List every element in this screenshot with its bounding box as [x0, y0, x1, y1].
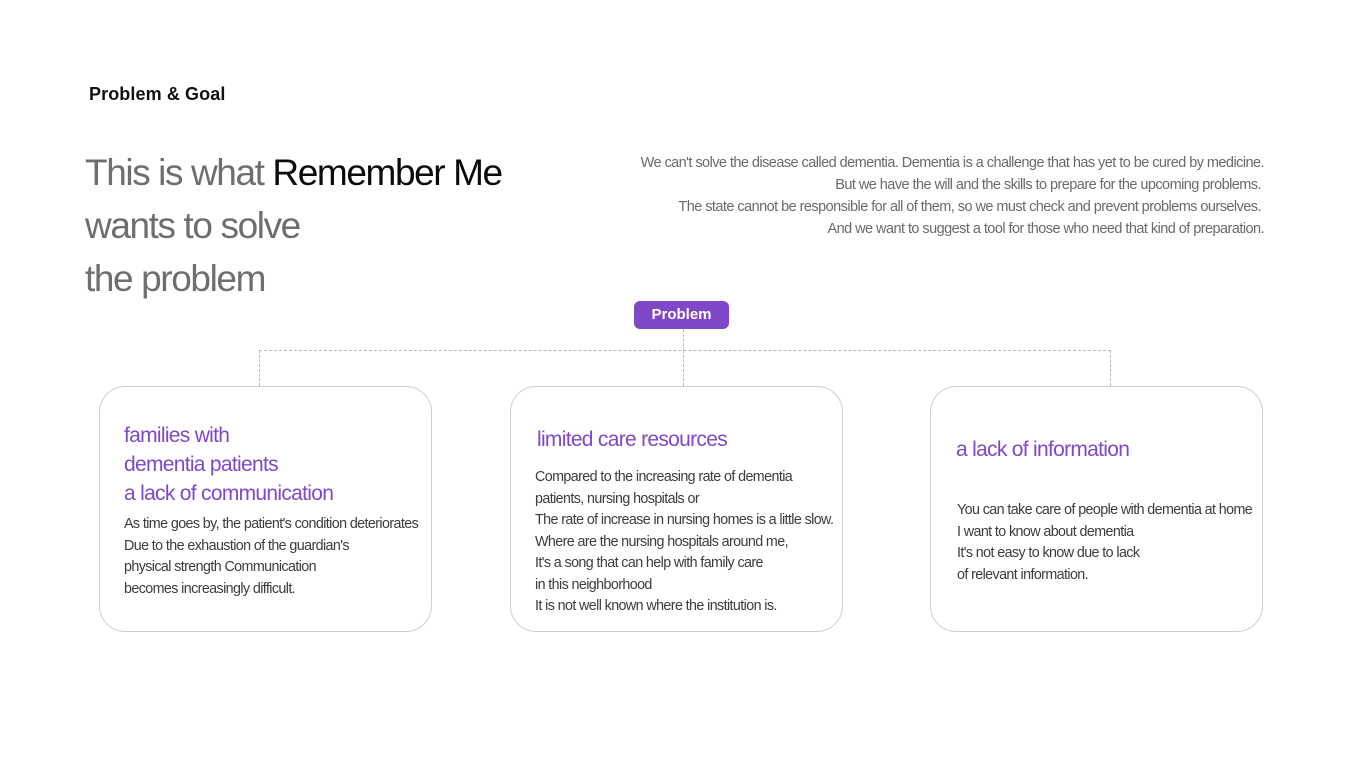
connector-center-top [683, 329, 684, 351]
connector-horizontal [259, 350, 1111, 351]
card-body-line: As time goes by, the patient's condition deteriorates [124, 516, 419, 532]
card-body-line: I want to know about dementia [957, 523, 1134, 540]
card-body-line: patients, nursing hospitals or [535, 490, 699, 507]
card-body-line: It's not easy to know due to lack [957, 545, 1140, 561]
card-body-line: Due to the exhaustion of the guardian's [124, 537, 349, 554]
card-body-line: It's a song that can help with family care [535, 555, 763, 571]
card-title [956, 435, 1129, 464]
card-body-line: in this neighborhood [535, 576, 652, 593]
card-body-line: becomes increasingly difficult. [124, 580, 296, 597]
headline-line-1 [85, 146, 502, 199]
intro-line: The state cannot be responsible for all of them, so we must check and prevent problems ourselves. [678, 199, 1261, 215]
card-body-line: It is not well known where the institution is. [535, 598, 777, 614]
intro-line: But we have the will and the skills to prepare for the upcoming problems. [835, 177, 1261, 193]
card-body-line: physical strength Communication [124, 559, 316, 575]
intro-line: We can't solve the disease called dementia. Dementia is a challenge that has yet to be cured by medicine. [640, 155, 1264, 171]
card-title-line: limited care resources [537, 428, 728, 451]
card-title [537, 425, 727, 454]
headline-line-3: the problem [85, 258, 265, 299]
connector-center [683, 350, 684, 386]
card-body-line: The rate of increase in nursing homes is a little slow. [535, 512, 834, 528]
problem-card-care-resources [510, 386, 843, 632]
card-title-line: dementia patients [124, 453, 278, 476]
card-body-line: of relevant information. [957, 566, 1089, 583]
card-body [957, 500, 1252, 586]
problem-card-communication [99, 386, 432, 632]
card-body [535, 467, 833, 618]
problem-card-information [930, 386, 1263, 632]
headline-brand: Remember Me [272, 152, 502, 193]
connector-right [1110, 350, 1111, 386]
headline-line-2: wants to solve [85, 205, 300, 246]
intro-paragraph [544, 152, 1264, 240]
card-title [124, 421, 333, 508]
section-label: Problem & Goal [89, 84, 226, 104]
card-title-line: a lack of communication [124, 482, 334, 505]
card-body-line: Where are the nursing hospitals around me, [535, 533, 788, 550]
card-title-line: families with [124, 424, 230, 447]
card-title-line: a lack of information [956, 438, 1130, 461]
headline-prefix: This is what [85, 152, 273, 193]
card-body [124, 514, 418, 600]
connector-left [259, 350, 260, 386]
headline [85, 146, 502, 305]
card-body-line: You can take care of people with dementia at home [957, 502, 1253, 518]
problem-tag: Problem [634, 301, 729, 329]
intro-line: And we want to suggest a tool for those who need that kind of preparation. [827, 221, 1264, 237]
card-body-line: Compared to the increasing rate of dementia [535, 469, 793, 485]
